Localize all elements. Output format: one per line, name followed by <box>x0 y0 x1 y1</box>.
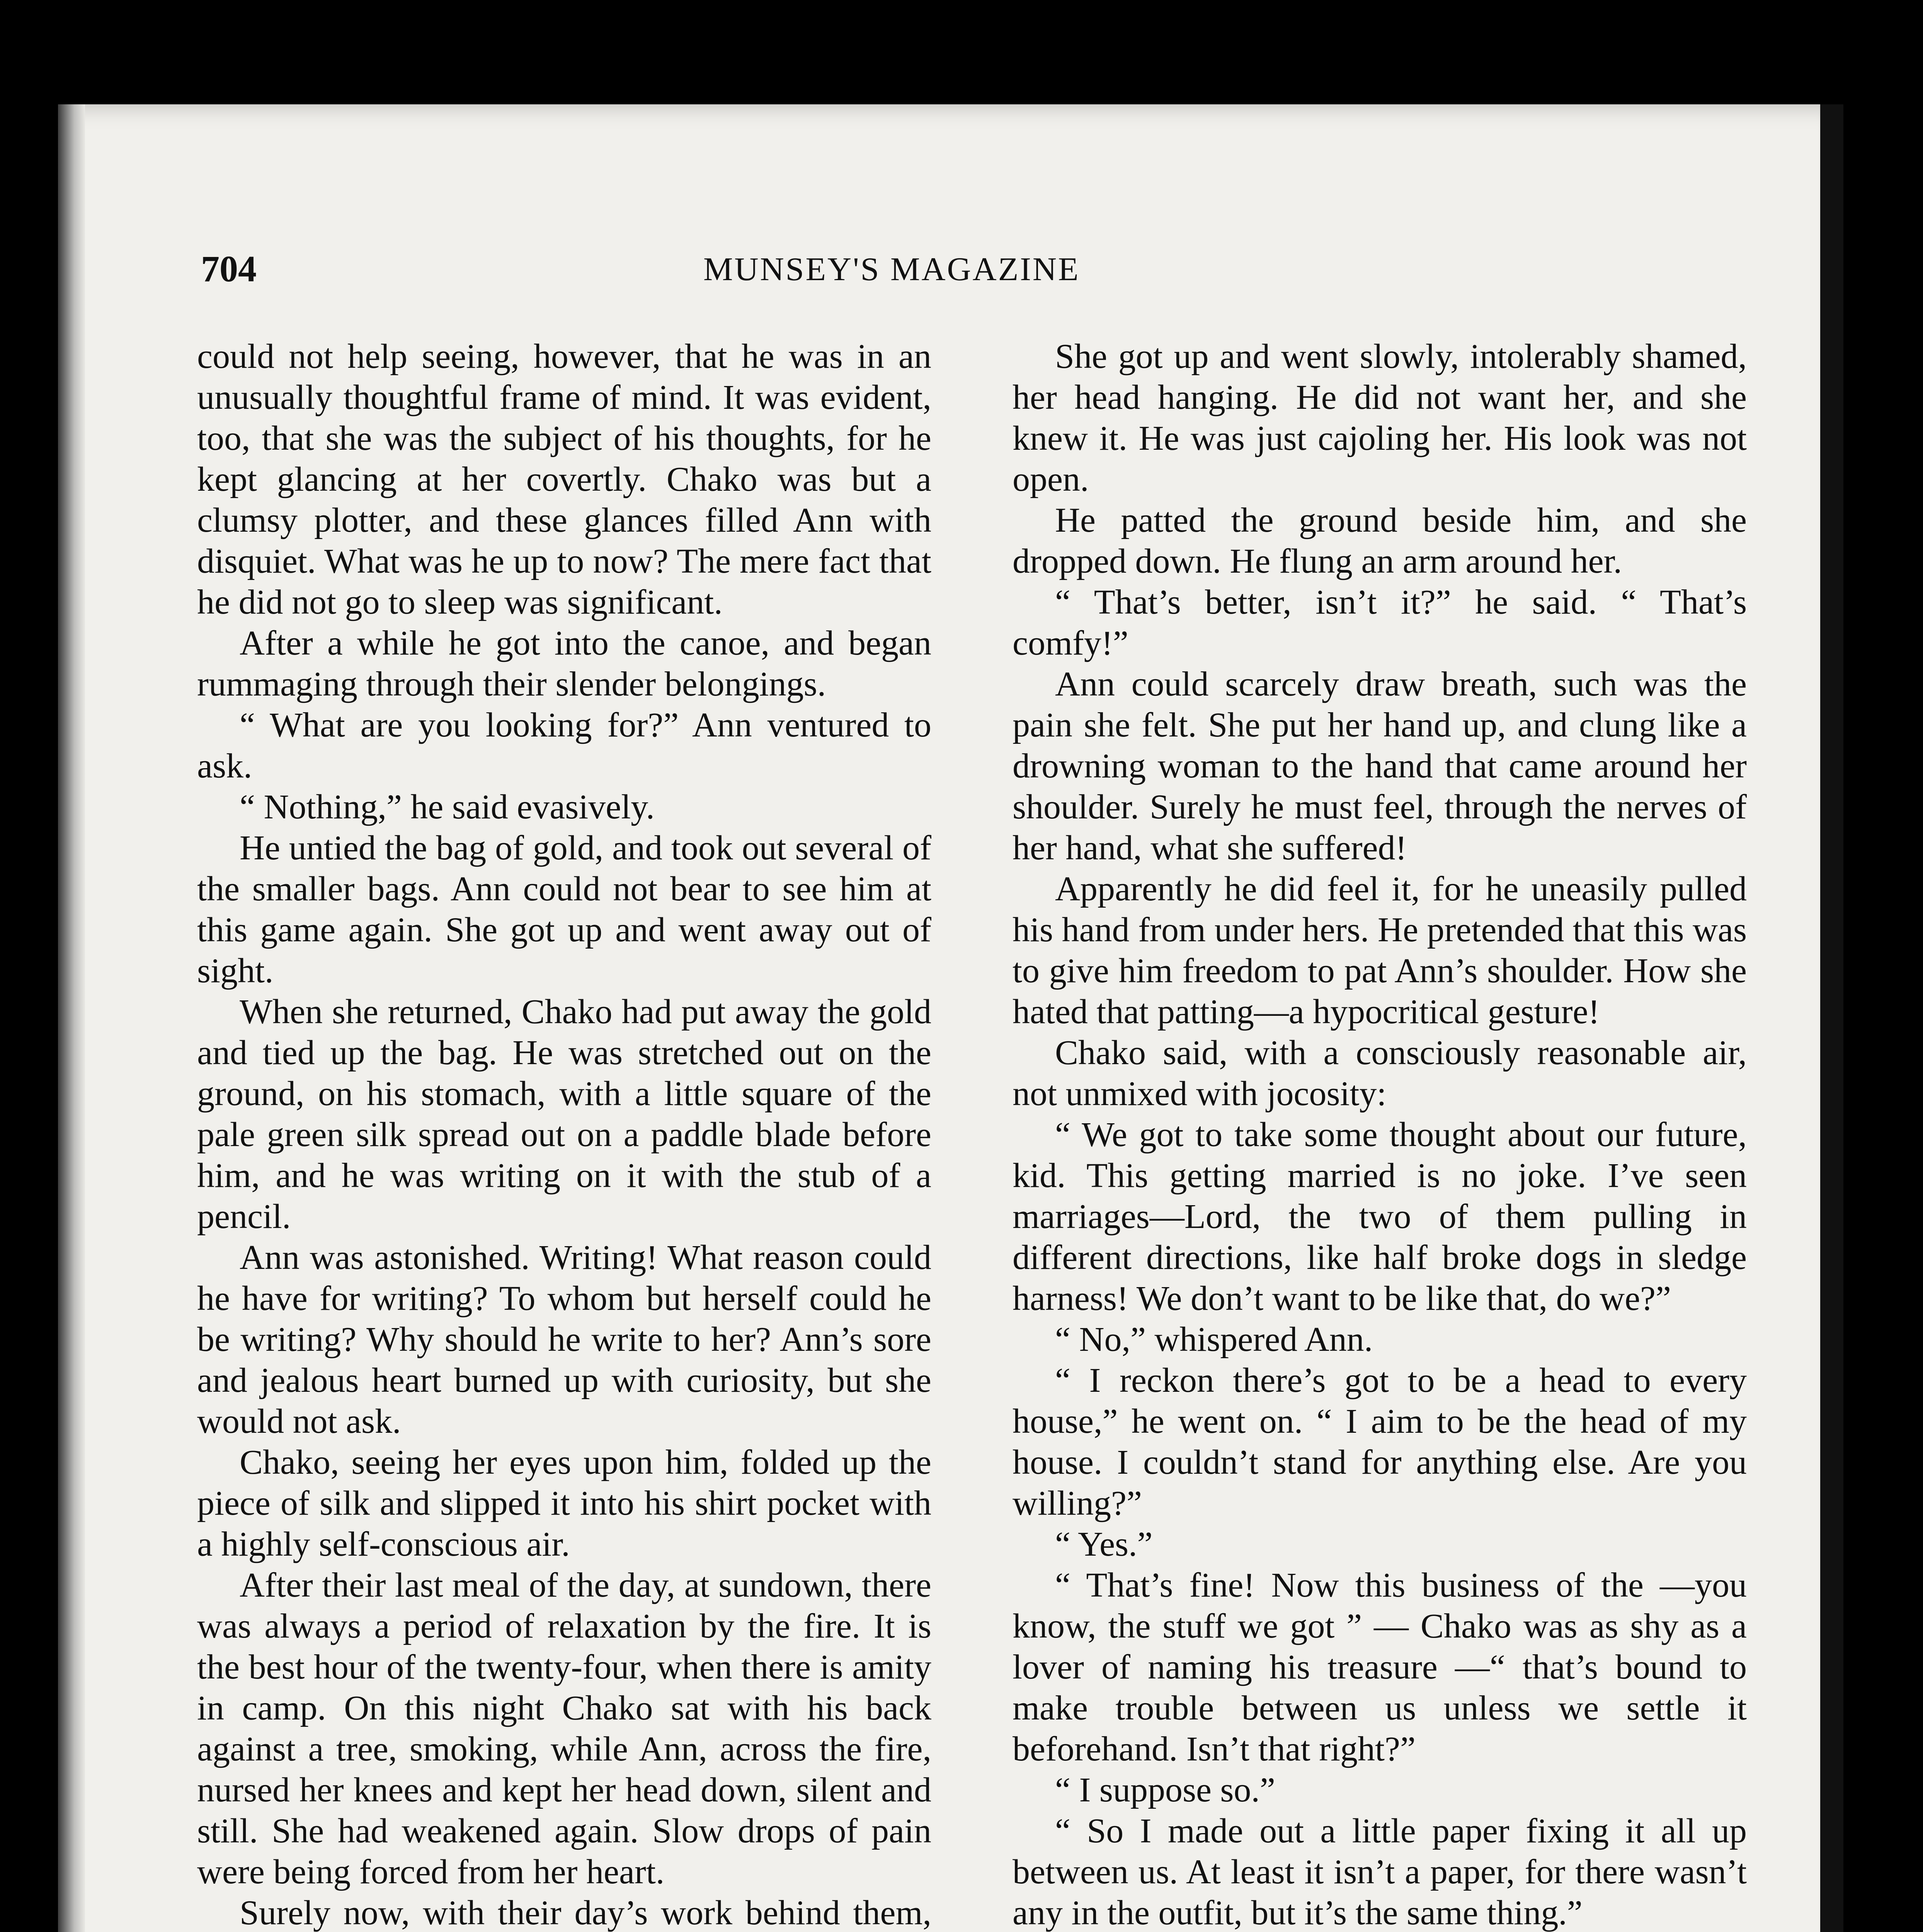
paragraph: Apparently he did feel it, for he uneasily pulled his hand from under hers. He pretended that this was to give him freedom to pat Ann’s shoulder. How she hated that patting—a hypocritical gesture! <box>1013 870 1747 1031</box>
paragraph: He patted the ground beside him, and she dropped down. He flung an arm around her. <box>1013 501 1747 580</box>
left-column <box>197 336 931 1932</box>
paragraph: “ That’s fine! Now this business of the —you know, the stuff we got ” — Chako was as shy as a lover of naming his treasure —“ that’s bound to make trouble between us unless we settle it beforehand. Isn’t that right?” <box>1013 1566 1747 1768</box>
paragraph: She got up and went slowly, intolerably shamed, her head hanging. He did not want her, and she knew it. He was just cajoling her. His look was not open. <box>1013 337 1747 498</box>
paragraph: Chako, seeing her eyes upon him, folded up the piece of silk and slipped it into his shirt pocket with a highly self-conscious air. <box>197 1443 931 1563</box>
running-head: MUNSEY'S MAGAZINE <box>703 250 1080 287</box>
page-number: 704 <box>201 248 257 289</box>
paragraph: “ No,” whispered Ann. <box>1055 1320 1373 1359</box>
paragraph: “ That’s better, isn’t it?” he said. “ That’s comfy!” <box>1013 583 1747 662</box>
paragraph: After a while he got into the canoe, and began rummaging through their slender belongings. <box>197 624 931 703</box>
paragraph: Surely now, with their day’s work behind them, <box>240 1894 931 1932</box>
paragraph: “ I suppose so.” <box>1055 1771 1275 1809</box>
paragraph: When she returned, Chako had put away the gold and tied up the bag. He was stretched out on the ground, on his stomach, with a little square of the pale green silk spread out on a paddle blade before him, and he was writing on it with the stub of a pencil. <box>197 993 931 1236</box>
paragraph: could not help seeing, however, that he was in an unusually thoughtful frame of mind. It was evident, too, that she was the subject of his thoughts, for he kept glancing at her covertly. Chako was but a clumsy plotter, and these glances filled Ann with disquiet. What was he up to now? The mere fact that he did not go to sleep was significant. <box>197 337 931 621</box>
paragraph: “ We got to take some thought about our future, kid. This getting married is no joke. I’ve seen marriages—Lord, the two of them pulling in different directions, like half broke dogs in sledge harness! We don’t want to be like that, do we?” <box>1013 1116 1747 1318</box>
paragraph: Chako said, with a consciously reasonable air, not unmixed with jocosity: <box>1013 1034 1747 1113</box>
paragraph: After their last meal of the day, at sundown, there was always a period of relaxation by the fire. It is the best hour of the twenty-four, when there is amity in camp. On this night Chako sat with his back against a tree, smoking, while Ann, across the fire, nursed her knees and kept her head down, silent and still. She had weakened again. Slow drops of pain were being forced from her heart. <box>197 1566 931 1891</box>
magazine-page <box>58 104 1843 1932</box>
right-column <box>1013 336 1747 1932</box>
paragraph: Ann could scarcely draw breath, such was the pain she felt. She put her hand up, and clung like a drowning woman to the hand that came around her shoulder. Surely he must feel, through the nerves of her hand, what she suffered! <box>1013 665 1747 867</box>
page-binding-edge <box>58 104 85 1932</box>
paragraph: “ I reckon there’s got to be a head to every house,” he went on. “ I aim to be the head of my house. I couldn’t stand for anything else. Are you willing?” <box>1013 1361 1747 1522</box>
paragraph: He untied the bag of gold, and took out several of the smaller bags. Ann could not bear to see him at this game again. She got up and went away out of sight. <box>197 829 931 990</box>
paragraph: “ So I made out a little paper fixing it all up between us. At least it isn’t a paper, for there wasn’t any in the outfit, but it’s the same thing.” <box>1013 1812 1747 1932</box>
page-header <box>201 247 1689 298</box>
paragraph: “ Yes.” <box>1055 1525 1153 1563</box>
paragraph: “ What are you looking for?” Ann ventured to ask. <box>197 706 931 785</box>
paragraph: “ Nothing,” he said evasively. <box>240 788 655 826</box>
page-right-shadow <box>1820 104 1843 1932</box>
paragraph: Ann was astonished. Writing! What reason could he have for writing? To whom but herself could he be writing? Why should he write to her? Ann’s sore and jealous heart burned up with curiosity, but she would not ask. <box>197 1238 931 1440</box>
